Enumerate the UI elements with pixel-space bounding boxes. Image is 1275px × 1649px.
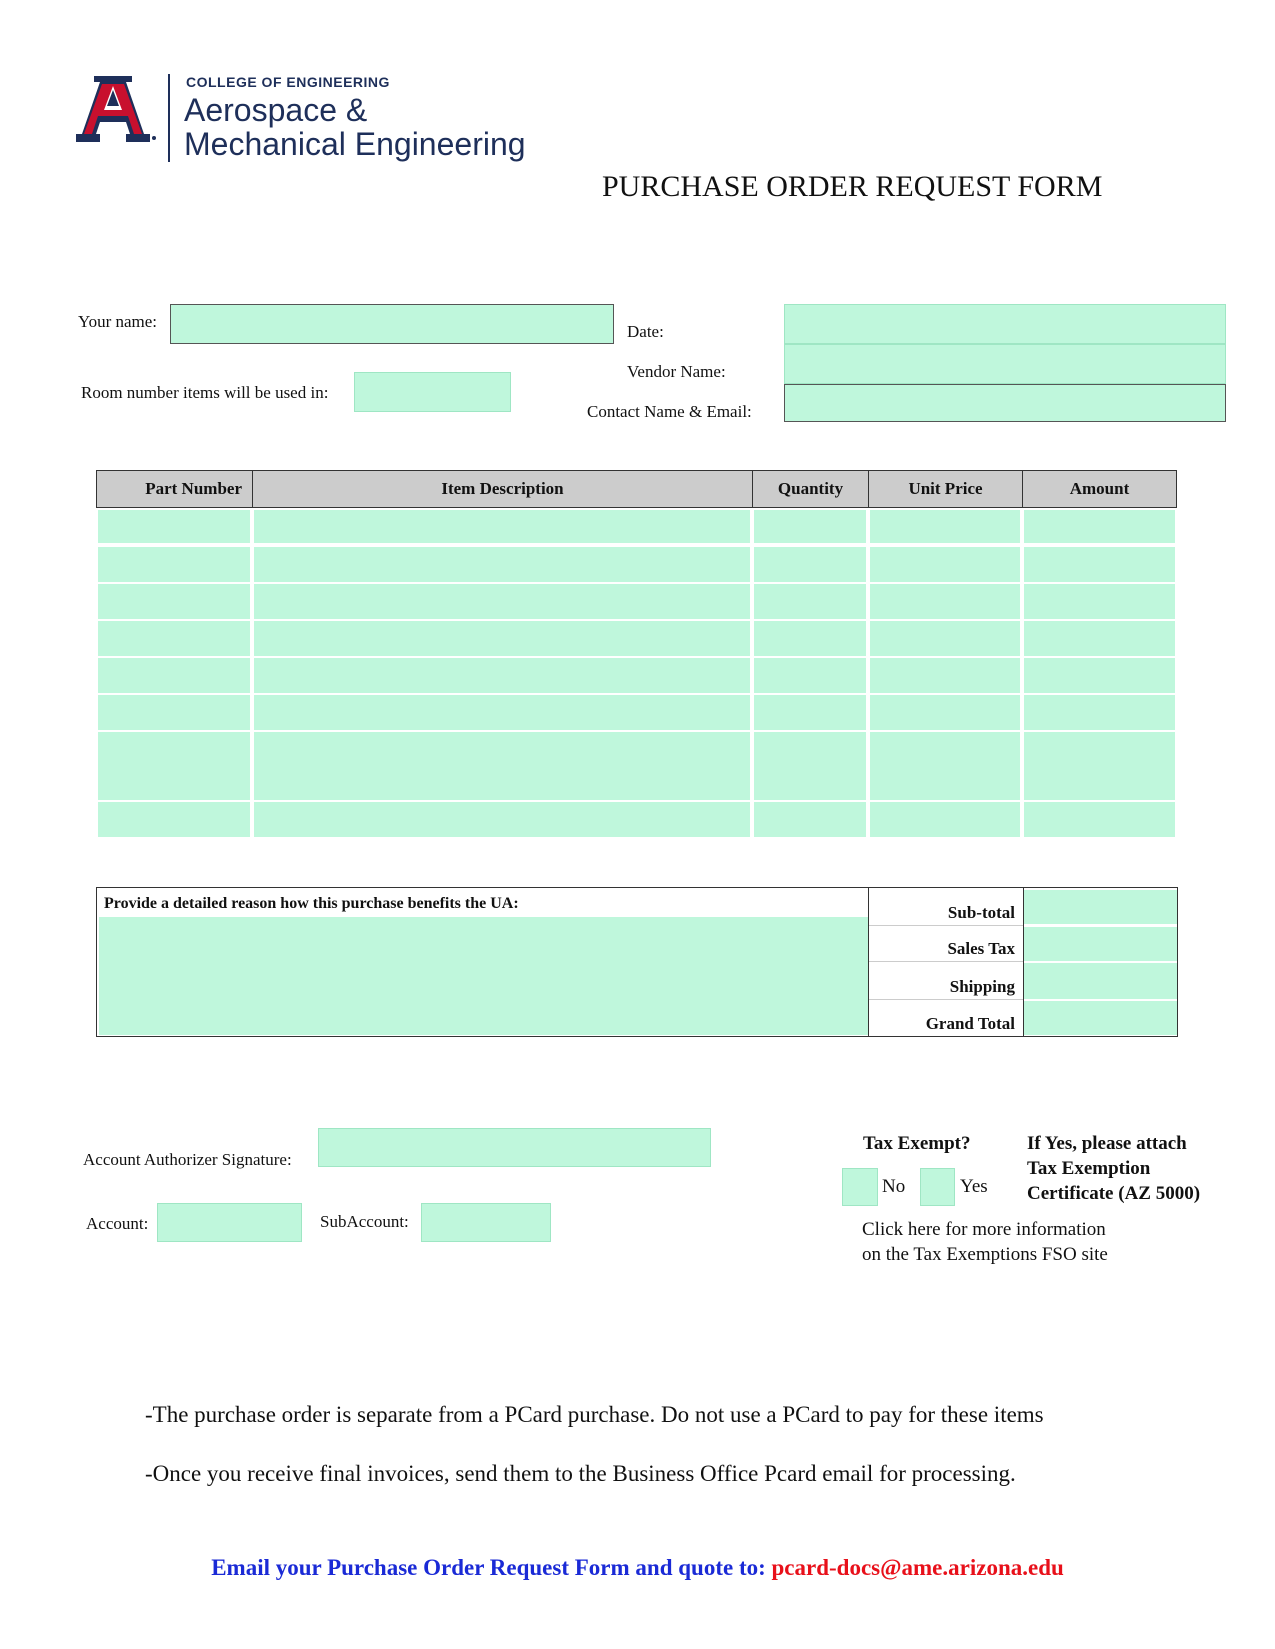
item-part-number-input[interactable] xyxy=(98,584,250,619)
item-unit-price-input[interactable] xyxy=(870,658,1020,693)
subtotal-row xyxy=(869,888,1023,926)
your-name-input[interactable] xyxy=(170,304,614,344)
signature-input[interactable] xyxy=(318,1128,711,1167)
account-label: Account: xyxy=(86,1214,149,1233)
subaccount-input[interactable] xyxy=(421,1203,551,1242)
item-amount-input[interactable] xyxy=(1024,510,1175,543)
vendor-name-input[interactable] xyxy=(784,344,1226,384)
logo-college-text: COLLEGE OF ENGINEERING xyxy=(186,74,390,90)
item-part-number-input[interactable] xyxy=(98,510,250,543)
sales-tax-input[interactable] xyxy=(1024,927,1177,961)
item-part-number-input[interactable] xyxy=(98,695,250,730)
item-item-description-input[interactable] xyxy=(254,658,750,693)
item-unit-price-input[interactable] xyxy=(870,695,1020,730)
note-final-invoices: -Once you receive final invoices, send them to the Business Office Pcard email for processing. xyxy=(145,1461,1016,1486)
item-item-description-input[interactable] xyxy=(254,621,750,656)
item-quantity-input[interactable] xyxy=(754,584,866,619)
tax-info-link-line2[interactable]: on the Tax Exemptions FSO site xyxy=(862,1244,1108,1265)
item-part-number-input[interactable] xyxy=(98,621,250,656)
item-amount-input[interactable] xyxy=(1024,658,1175,693)
item-quantity-input[interactable] xyxy=(754,802,866,837)
item-amount-input[interactable] xyxy=(1024,695,1175,730)
account-input[interactable] xyxy=(157,1203,302,1242)
tax-info-link-line1[interactable]: Click here for more information xyxy=(862,1219,1106,1240)
item-amount-input[interactable] xyxy=(1024,802,1175,837)
grand-total-row xyxy=(869,1000,1023,1036)
reason-totals-box xyxy=(96,887,1178,1037)
item-item-description-input[interactable] xyxy=(254,510,750,543)
item-item-description-input[interactable] xyxy=(254,802,750,837)
item-part-number-input[interactable] xyxy=(98,547,250,582)
tax-exempt-question: Tax Exempt? xyxy=(863,1133,971,1154)
item-item-description-input[interactable] xyxy=(254,547,750,582)
item-unit-price-input[interactable] xyxy=(870,621,1020,656)
item-unit-price-input[interactable] xyxy=(870,547,1020,582)
item-unit-price-input[interactable] xyxy=(870,802,1020,837)
date-label: Date: xyxy=(627,322,664,341)
item-part-number-input[interactable] xyxy=(98,732,250,800)
subaccount-label: SubAccount: xyxy=(320,1212,409,1231)
item-item-description-input[interactable] xyxy=(254,695,750,730)
tax-exempt-yes-checkbox[interactable] xyxy=(920,1168,955,1206)
item-unit-price-input[interactable] xyxy=(870,510,1020,543)
email-instruction xyxy=(0,1555,1275,1581)
header-amount: Amount xyxy=(1022,470,1177,508)
email-address-link[interactable]: pcard-docs@ame.arizona.edu xyxy=(771,1555,1064,1580)
tax-exempt-no-label: No xyxy=(882,1176,906,1197)
header-quantity: Quantity xyxy=(752,470,869,508)
item-part-number-input[interactable] xyxy=(98,658,250,693)
your-name-label: Your name: xyxy=(78,312,158,331)
note-pcard-separate: -The purchase order is separate from a PCard purchase. Do not use a PCard to pay for these items xyxy=(145,1402,1044,1427)
contact-input[interactable] xyxy=(784,384,1226,422)
items-table xyxy=(96,470,1177,840)
sales-tax-label: Sales Tax xyxy=(947,939,1015,958)
grand-total-input[interactable] xyxy=(1024,1001,1177,1035)
tax-exempt-no-checkbox[interactable] xyxy=(842,1168,878,1206)
email-instruction-text: Email your Purchase Order Request Form and quote to: xyxy=(211,1555,766,1580)
item-quantity-input[interactable] xyxy=(754,658,866,693)
item-amount-input[interactable] xyxy=(1024,621,1175,656)
logo-divider xyxy=(168,74,170,162)
item-unit-price-input[interactable] xyxy=(870,584,1020,619)
subtotal-input[interactable] xyxy=(1024,890,1177,924)
item-quantity-input[interactable] xyxy=(754,510,866,543)
reason-label: Provide a detailed reason how this purchase benefits the UA: xyxy=(104,895,519,912)
signature-label: Account Authorizer Signature: xyxy=(83,1150,292,1169)
item-quantity-input[interactable] xyxy=(754,695,866,730)
item-item-description-input[interactable] xyxy=(254,584,750,619)
tax-exempt-yes-label: Yes xyxy=(960,1176,988,1197)
header-part-number: Part Number xyxy=(96,470,253,508)
logo-department-line2: Mechanical Engineering xyxy=(184,126,526,162)
item-quantity-input[interactable] xyxy=(754,621,866,656)
shipping-label: Shipping xyxy=(949,977,1015,996)
university-logo-icon xyxy=(76,76,156,142)
tax-attach-line3: Certificate (AZ 5000) xyxy=(1027,1183,1201,1204)
subtotal-label: Sub-total xyxy=(947,903,1015,922)
tax-attach-line2: Tax Exemption xyxy=(1027,1158,1151,1179)
item-amount-input[interactable] xyxy=(1024,547,1175,582)
shipping-row xyxy=(869,962,1023,1000)
room-number-input[interactable] xyxy=(354,372,511,412)
item-quantity-input[interactable] xyxy=(754,547,866,582)
form-title: PURCHASE ORDER REQUEST FORM xyxy=(602,170,1103,203)
sales-tax-row xyxy=(869,926,1023,962)
item-part-number-input[interactable] xyxy=(98,802,250,837)
contact-label: Contact Name & Email: xyxy=(587,402,752,421)
header-item-description: Item Description xyxy=(252,470,753,508)
item-amount-input[interactable] xyxy=(1024,732,1175,800)
item-item-description-input[interactable] xyxy=(254,732,750,800)
room-number-label: Room number items will be used in: xyxy=(81,383,329,402)
vendor-name-label: Vendor Name: xyxy=(627,362,726,381)
header-unit-price: Unit Price xyxy=(868,470,1023,508)
shipping-input[interactable] xyxy=(1024,963,1177,999)
item-unit-price-input[interactable] xyxy=(870,732,1020,800)
logo-department-line1: Aerospace & xyxy=(184,92,368,128)
item-quantity-input[interactable] xyxy=(754,732,866,800)
date-input[interactable] xyxy=(784,304,1226,344)
tax-attach-line1: If Yes, please attach xyxy=(1027,1133,1187,1154)
reason-input[interactable] xyxy=(99,917,868,1035)
item-amount-input[interactable] xyxy=(1024,584,1175,619)
grand-total-label: Grand Total xyxy=(925,1014,1015,1033)
